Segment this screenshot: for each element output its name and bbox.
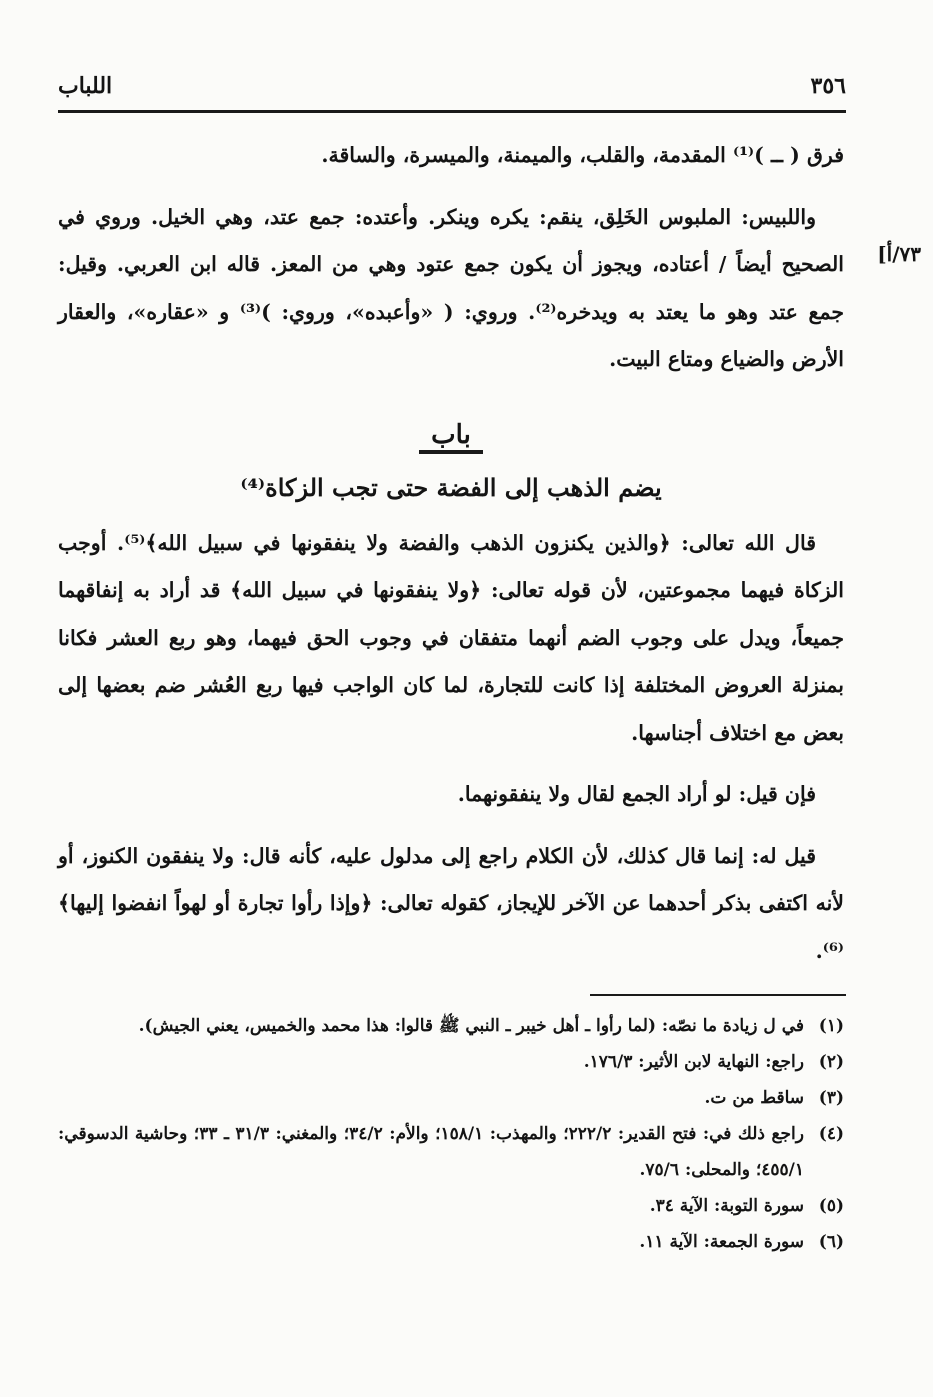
running-title: اللباب [58,73,113,99]
footnote-text: راجع ذلك في: فتح القدير: ٢٢٢/٢؛ والمهذب: ١٥٨/١؛ والأم: ٣٤/٢؛ والمغني: ٣١/٣ ـ ٣٣؛ وحاشية الدسوقي: ٤٥٥/١؛ والمحلى: ٧٥/٦. [58,1124,804,1180]
chapter-mark-label: باب [419,420,483,454]
header-rule [58,110,846,113]
footnote-item [58,1008,844,1044]
page-header [58,66,846,106]
footnote-text: راجع: النهاية لابن الأثير: ١٧٦/٣. [583,1052,804,1072]
footnote-item [58,1080,844,1116]
paragraph-1: فرق ( ــ )⁽¹⁾ المقدمة، والقلب، والميمنة، والميسرة، والساقة. [321,143,844,167]
footnote-separator [590,994,846,996]
paragraph-5: قيل له: إنما قال كذلك، لأن الكلام راجع إلى مدلول عليه، كأنه قال: ولا ينفقون الكنوز، أو لأنه اكتفى بذكر أحدهما عن الآخر للإيجاز، كقوله تعالى: ﴿وإذا رأوا تجارة أو لهواً انفضوا إليها﴾⁽⁶⁾. [58,843,844,963]
footnote-item [58,1188,844,1224]
footnote-number: (٤) [818,1124,844,1144]
footnote-text: سورة التوبة: الآية ٣٤. [649,1196,804,1216]
footnote-text: سورة الجمعة: الآية ١١. [639,1232,804,1252]
footnote-item [58,1044,844,1080]
footnote-number: (٦) [818,1232,844,1252]
paragraph-3: قال الله تعالى: ﴿والذين يكنزون الذهب والفضة ولا ينفقونها في سبيل الله﴾⁽⁵⁾. أوجب الزكاة فيهما مجموعتين، لأن قوله تعالى: ﴿ولا ينفقونها في سبيل الله﴾ قد أراد به إنفاقهما جميعاً، ويدل على وجوب الضم أنهما متفقان في وجوب الحق فيهما، وهو ربع العشر فكانا بمنزلة العروض المختلفة إذا كانت للتجارة، لما كان الواجب فيها ربع العُشر ضم بعضها إلى بعض مع اختلاف أجناسها. [58,530,844,745]
paragraph-4: فإن قيل: لو أراد الجمع لقال ولا ينفقونهما. [457,782,816,806]
footnote-number: (٢) [818,1052,844,1072]
footnote-text: في ل زيادة ما نصّه: (لما رأوا ـ أهل خيبر ـ النبي ﷺ قالوا: هذا محمد والخميس، يعني الجيش). [138,1016,804,1036]
footnotes [58,1008,844,1260]
main-text [58,132,844,975]
chapter-mark [58,410,844,460]
footnote-item [58,1116,844,1188]
paragraph-2: واللبيس: الملبوس الخَلِق، ينقم: يكره وينكر. وأعتده: جمع عتد، وهي الخيل. وروي في الصحيح أيضاً / أعتاده، ويجوز أن يكون جمع عتود وهي من المعز. قاله ابن العربي. وقيل: جمع عتد وهو ما يعتد به ويدخره⁽²⁾. وروي: ( «وأعبده»، وروي: )⁽³⁾ و «عقاره»، والعقار الأرض والضياع ومتاع البيت. [58,204,844,371]
footnote-text: ساقط من ت. [704,1088,804,1108]
footnote-item [58,1224,844,1260]
page-number: ٣٥٦ [810,73,846,99]
footnote-number: (٣) [818,1088,844,1108]
chapter-title: يضم الذهب إلى الفضة حتى تجب الزكاة⁽⁴⁾ [240,472,662,502]
margin-folio-reference: ٧٣/أ] [877,242,921,266]
footnote-number: (١) [818,1016,844,1036]
footnote-number: (٥) [818,1196,844,1216]
